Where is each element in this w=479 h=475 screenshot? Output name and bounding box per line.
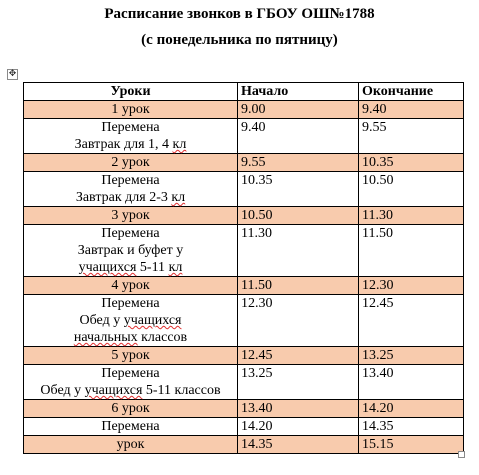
end-time-cell: 13.40 xyxy=(359,365,464,400)
break-row xyxy=(24,119,464,154)
period-name-cell xyxy=(24,277,238,295)
period-name-cell xyxy=(24,119,238,154)
start-time-cell: 9.00 xyxy=(238,101,359,119)
lesson-row xyxy=(24,154,464,172)
period-name-cell xyxy=(24,101,238,119)
end-time-cell: 11.50 xyxy=(359,225,464,277)
period-name-cell xyxy=(24,347,238,365)
document-title: Расписание звонков в ГБОУ ОШ№1788 xyxy=(104,6,375,22)
start-time-cell: 12.30 xyxy=(238,295,359,347)
document-subtitle: (с понедельника по пятницу) xyxy=(141,32,338,48)
period-name-cell xyxy=(24,295,238,347)
start-time-cell: 9.40 xyxy=(238,119,359,154)
header-end: Окончание xyxy=(359,83,464,101)
start-time-cell: 10.35 xyxy=(238,172,359,207)
end-time-cell: 9.40 xyxy=(359,101,464,119)
period-line: 3 урок xyxy=(111,208,150,223)
lesson-row xyxy=(24,400,464,418)
period-line: Перемена xyxy=(101,120,160,135)
period-name-cell xyxy=(24,436,238,454)
end-time-cell: 14.35 xyxy=(359,418,464,436)
lesson-row xyxy=(24,101,464,119)
end-time-cell: 11.30 xyxy=(359,207,464,225)
table-resize-handle[interactable] xyxy=(458,451,465,458)
start-time-cell: 14.35 xyxy=(238,436,359,454)
start-time-cell: 11.50 xyxy=(238,277,359,295)
end-time-cell: 10.35 xyxy=(359,154,464,172)
period-line: Обед у учащихся 5-11 классов xyxy=(40,383,221,398)
period-name-cell xyxy=(24,154,238,172)
start-time-cell: 10.50 xyxy=(238,207,359,225)
period-line: урок xyxy=(116,437,145,452)
break-row xyxy=(24,418,464,436)
end-time-cell: 12.45 xyxy=(359,295,464,347)
end-time-cell: 14.20 xyxy=(359,400,464,418)
period-line: Перемена xyxy=(101,226,160,241)
period-name-cell xyxy=(24,400,238,418)
start-time-cell: 14.20 xyxy=(238,418,359,436)
period-name-cell xyxy=(24,225,238,277)
schedule-table xyxy=(23,82,464,454)
end-time-cell: 10.50 xyxy=(359,172,464,207)
lesson-row xyxy=(24,207,464,225)
break-row xyxy=(24,172,464,207)
table-header-row xyxy=(24,83,464,101)
period-line: Завтрак для 1, 4 кл xyxy=(74,137,187,152)
lesson-row xyxy=(24,277,464,295)
start-time-cell: 13.40 xyxy=(238,400,359,418)
end-time-cell: 12.30 xyxy=(359,277,464,295)
period-line: Обед у учащихся xyxy=(79,313,182,328)
period-name-cell xyxy=(24,172,238,207)
break-row xyxy=(24,365,464,400)
lesson-row xyxy=(24,347,464,365)
lesson-row xyxy=(24,436,464,454)
period-line: Завтрак и буфет у xyxy=(77,243,184,258)
end-time-cell: 15.15 xyxy=(359,436,464,454)
period-line: учащихся 5-11 кл xyxy=(78,260,183,275)
start-time-cell: 12.45 xyxy=(238,347,359,365)
break-row xyxy=(24,225,464,277)
period-line: начальных классов xyxy=(73,330,188,345)
period-name-cell xyxy=(24,207,238,225)
period-line: 2 урок xyxy=(111,155,150,170)
period-name-cell xyxy=(24,365,238,400)
move-arrows-icon[interactable]: ✥ xyxy=(8,69,17,79)
period-line: 4 урок xyxy=(111,278,150,293)
period-line: Перемена xyxy=(101,173,160,188)
period-line: Перемена xyxy=(101,419,160,434)
period-line: Перемена xyxy=(101,366,160,381)
period-line: 5 урок xyxy=(111,348,150,363)
period-name-cell xyxy=(24,418,238,436)
period-line: 6 урок xyxy=(111,401,150,416)
end-time-cell: 13.25 xyxy=(359,347,464,365)
start-time-cell: 13.25 xyxy=(238,365,359,400)
header-lessons: Уроки xyxy=(24,83,238,101)
start-time-cell: 11.30 xyxy=(238,225,359,277)
break-row xyxy=(24,295,464,347)
start-time-cell: 9.55 xyxy=(238,154,359,172)
header-start: Начало xyxy=(238,83,359,101)
period-line: 1 урок xyxy=(111,102,150,117)
period-line: Перемена xyxy=(101,296,160,311)
period-line: Завтрак для 2-3 кл xyxy=(75,190,186,205)
end-time-cell: 9.55 xyxy=(359,119,464,154)
